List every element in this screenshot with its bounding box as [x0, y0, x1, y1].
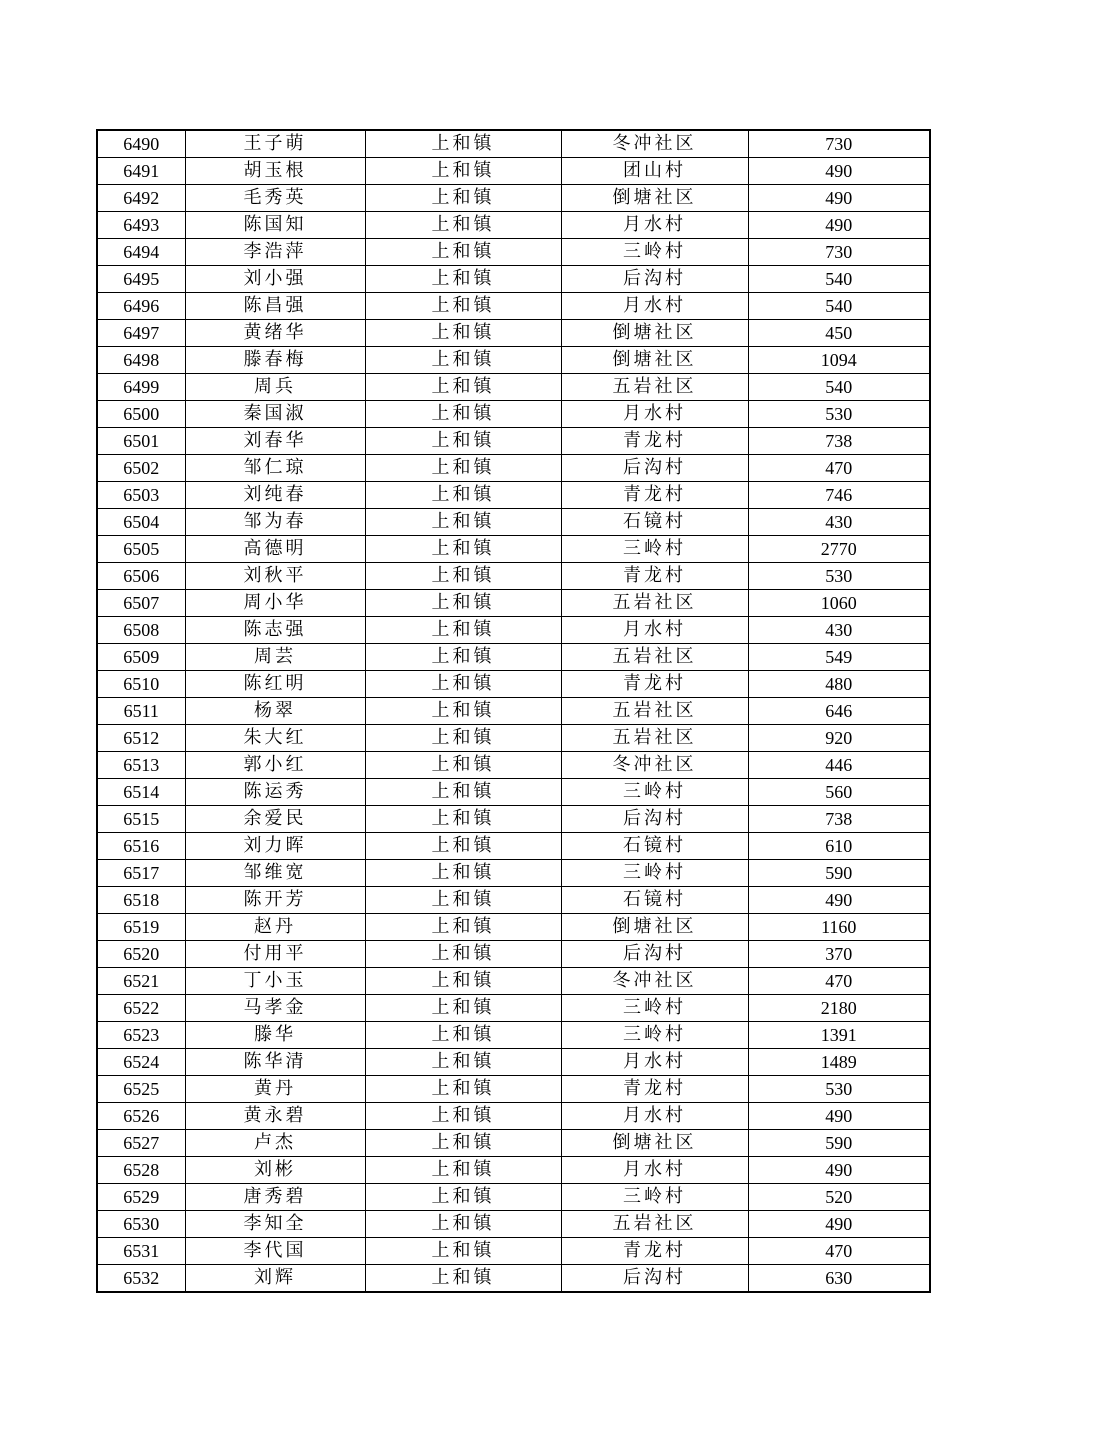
record-number-cell: 6523: [97, 1022, 185, 1049]
amount-cell: 1060: [748, 590, 930, 617]
table-row: [97, 671, 930, 698]
amount-cell: 490: [748, 212, 930, 239]
town-cell: 上和镇: [365, 860, 561, 887]
town-cell: 上和镇: [365, 1265, 561, 1293]
table-row: [97, 401, 930, 428]
town-cell: 上和镇: [365, 1076, 561, 1103]
name-cell: 赵丹: [185, 914, 365, 941]
town-cell: 上和镇: [365, 482, 561, 509]
village-cell: 月水村: [561, 401, 748, 428]
record-number-cell: 6510: [97, 671, 185, 698]
town-cell: 上和镇: [365, 914, 561, 941]
table-row: [97, 1184, 930, 1211]
village-cell: 冬冲社区: [561, 752, 748, 779]
name-cell: 周芸: [185, 644, 365, 671]
amount-cell: 2180: [748, 995, 930, 1022]
name-cell: 秦国淑: [185, 401, 365, 428]
village-cell: 五岩社区: [561, 590, 748, 617]
table-row: [97, 428, 930, 455]
town-cell: 上和镇: [365, 428, 561, 455]
village-cell: 月水村: [561, 617, 748, 644]
table-row: [97, 212, 930, 239]
amount-cell: 738: [748, 806, 930, 833]
record-number-cell: 6502: [97, 455, 185, 482]
town-cell: 上和镇: [365, 509, 561, 536]
table-row: [97, 536, 930, 563]
record-number-cell: 6520: [97, 941, 185, 968]
table-row: [97, 1157, 930, 1184]
amount-cell: 540: [748, 374, 930, 401]
record-number-cell: 6491: [97, 158, 185, 185]
village-cell: 月水村: [561, 293, 748, 320]
table-row: [97, 347, 930, 374]
record-number-cell: 6498: [97, 347, 185, 374]
table-row: [97, 1130, 930, 1157]
record-number-cell: 6528: [97, 1157, 185, 1184]
town-cell: 上和镇: [365, 671, 561, 698]
name-cell: 李知全: [185, 1211, 365, 1238]
village-cell: 倒塘社区: [561, 347, 748, 374]
table-row: [97, 752, 930, 779]
town-cell: 上和镇: [365, 779, 561, 806]
village-cell: 青龙村: [561, 482, 748, 509]
table-row: [97, 1211, 930, 1238]
table-row: [97, 1103, 930, 1130]
village-cell: 倒塘社区: [561, 914, 748, 941]
record-number-cell: 6522: [97, 995, 185, 1022]
record-number-cell: 6497: [97, 320, 185, 347]
record-number-cell: 6524: [97, 1049, 185, 1076]
town-cell: 上和镇: [365, 644, 561, 671]
town-cell: 上和镇: [365, 347, 561, 374]
town-cell: 上和镇: [365, 968, 561, 995]
village-cell: 三岭村: [561, 779, 748, 806]
amount-cell: 520: [748, 1184, 930, 1211]
village-cell: 冬冲社区: [561, 968, 748, 995]
village-cell: 三岭村: [561, 1022, 748, 1049]
town-cell: 上和镇: [365, 1157, 561, 1184]
town-cell: 上和镇: [365, 1049, 561, 1076]
village-cell: 后沟村: [561, 1265, 748, 1293]
village-cell: 石镜村: [561, 833, 748, 860]
table-row: [97, 698, 930, 725]
table-row: [97, 968, 930, 995]
record-number-cell: 6519: [97, 914, 185, 941]
record-number-cell: 6527: [97, 1130, 185, 1157]
record-number-cell: 6499: [97, 374, 185, 401]
record-number-cell: 6492: [97, 185, 185, 212]
name-cell: 陈昌强: [185, 293, 365, 320]
table-row: [97, 320, 930, 347]
town-cell: 上和镇: [365, 995, 561, 1022]
town-cell: 上和镇: [365, 887, 561, 914]
amount-cell: 490: [748, 185, 930, 212]
name-cell: 毛秀英: [185, 185, 365, 212]
table-row: [97, 1049, 930, 1076]
village-cell: 倒塘社区: [561, 185, 748, 212]
name-cell: 高德明: [185, 536, 365, 563]
town-cell: 上和镇: [365, 941, 561, 968]
table-row: [97, 130, 930, 158]
town-cell: 上和镇: [365, 833, 561, 860]
amount-cell: 430: [748, 509, 930, 536]
amount-cell: 490: [748, 1157, 930, 1184]
town-cell: 上和镇: [365, 1184, 561, 1211]
record-number-cell: 6514: [97, 779, 185, 806]
amount-cell: 549: [748, 644, 930, 671]
record-number-cell: 6512: [97, 725, 185, 752]
village-cell: 三岭村: [561, 860, 748, 887]
table-row: [97, 914, 930, 941]
town-cell: 上和镇: [365, 266, 561, 293]
name-cell: 王子萌: [185, 130, 365, 158]
record-number-cell: 6513: [97, 752, 185, 779]
record-number-cell: 6493: [97, 212, 185, 239]
amount-cell: 738: [748, 428, 930, 455]
town-cell: 上和镇: [365, 293, 561, 320]
amount-cell: 1094: [748, 347, 930, 374]
village-cell: 冬冲社区: [561, 130, 748, 158]
village-cell: 团山村: [561, 158, 748, 185]
village-cell: 青龙村: [561, 1076, 748, 1103]
table-row: [97, 482, 930, 509]
town-cell: 上和镇: [365, 374, 561, 401]
name-cell: 滕华: [185, 1022, 365, 1049]
name-cell: 陈国知: [185, 212, 365, 239]
record-number-cell: 6517: [97, 860, 185, 887]
table-row: [97, 644, 930, 671]
record-number-cell: 6530: [97, 1211, 185, 1238]
table-row: [97, 1238, 930, 1265]
village-cell: 三岭村: [561, 536, 748, 563]
name-cell: 刘彬: [185, 1157, 365, 1184]
name-cell: 李浩萍: [185, 239, 365, 266]
record-number-cell: 6508: [97, 617, 185, 644]
village-cell: 青龙村: [561, 428, 748, 455]
town-cell: 上和镇: [365, 590, 561, 617]
amount-cell: 470: [748, 968, 930, 995]
record-number-cell: 6507: [97, 590, 185, 617]
name-cell: 邹仁琼: [185, 455, 365, 482]
town-cell: 上和镇: [365, 752, 561, 779]
village-cell: 后沟村: [561, 806, 748, 833]
name-cell: 黄永碧: [185, 1103, 365, 1130]
table-row: [97, 725, 930, 752]
name-cell: 陈开芳: [185, 887, 365, 914]
town-cell: 上和镇: [365, 158, 561, 185]
record-number-cell: 6505: [97, 536, 185, 563]
table-row: [97, 590, 930, 617]
record-number-cell: 6531: [97, 1238, 185, 1265]
town-cell: 上和镇: [365, 536, 561, 563]
town-cell: 上和镇: [365, 320, 561, 347]
village-cell: 三岭村: [561, 239, 748, 266]
town-cell: 上和镇: [365, 1103, 561, 1130]
name-cell: 付用平: [185, 941, 365, 968]
name-cell: 邹为春: [185, 509, 365, 536]
village-cell: 后沟村: [561, 266, 748, 293]
name-cell: 刘秋平: [185, 563, 365, 590]
name-cell: 周兵: [185, 374, 365, 401]
record-number-cell: 6532: [97, 1265, 185, 1293]
table-row: [97, 617, 930, 644]
amount-cell: 610: [748, 833, 930, 860]
record-number-cell: 6496: [97, 293, 185, 320]
amount-cell: 490: [748, 1103, 930, 1130]
village-cell: 五岩社区: [561, 725, 748, 752]
table-row: [97, 158, 930, 185]
village-cell: 石镜村: [561, 509, 748, 536]
town-cell: 上和镇: [365, 212, 561, 239]
village-cell: 月水村: [561, 1157, 748, 1184]
record-number-cell: 6503: [97, 482, 185, 509]
town-cell: 上和镇: [365, 1130, 561, 1157]
table-row: [97, 563, 930, 590]
record-number-cell: 6500: [97, 401, 185, 428]
village-cell: 月水村: [561, 1103, 748, 1130]
table-body: [97, 130, 930, 1292]
town-cell: 上和镇: [365, 239, 561, 266]
record-number-cell: 6526: [97, 1103, 185, 1130]
record-number-cell: 6525: [97, 1076, 185, 1103]
amount-cell: 1391: [748, 1022, 930, 1049]
town-cell: 上和镇: [365, 806, 561, 833]
table-row: [97, 995, 930, 1022]
amount-cell: 446: [748, 752, 930, 779]
record-number-cell: 6490: [97, 130, 185, 158]
town-cell: 上和镇: [365, 1022, 561, 1049]
record-number-cell: 6521: [97, 968, 185, 995]
town-cell: 上和镇: [365, 725, 561, 752]
table-row: [97, 266, 930, 293]
amount-cell: 540: [748, 293, 930, 320]
name-cell: 刘小强: [185, 266, 365, 293]
village-cell: 三岭村: [561, 1184, 748, 1211]
village-cell: 石镜村: [561, 887, 748, 914]
town-cell: 上和镇: [365, 401, 561, 428]
name-cell: 唐秀碧: [185, 1184, 365, 1211]
name-cell: 李代国: [185, 1238, 365, 1265]
table-row: [97, 1076, 930, 1103]
amount-cell: 490: [748, 887, 930, 914]
town-cell: 上和镇: [365, 698, 561, 725]
village-cell: 五岩社区: [561, 1211, 748, 1238]
town-cell: 上和镇: [365, 1238, 561, 1265]
record-number-cell: 6515: [97, 806, 185, 833]
record-number-cell: 6516: [97, 833, 185, 860]
amount-cell: 2770: [748, 536, 930, 563]
village-cell: 青龙村: [561, 1238, 748, 1265]
village-cell: 三岭村: [561, 995, 748, 1022]
amount-cell: 450: [748, 320, 930, 347]
name-cell: 胡玉根: [185, 158, 365, 185]
table-row: [97, 1265, 930, 1293]
table-row: [97, 806, 930, 833]
village-cell: 月水村: [561, 212, 748, 239]
village-cell: 五岩社区: [561, 698, 748, 725]
town-cell: 上和镇: [365, 563, 561, 590]
town-cell: 上和镇: [365, 617, 561, 644]
record-number-cell: 6501: [97, 428, 185, 455]
amount-cell: 530: [748, 563, 930, 590]
record-number-cell: 6494: [97, 239, 185, 266]
name-cell: 黄绪华: [185, 320, 365, 347]
amount-cell: 560: [748, 779, 930, 806]
town-cell: 上和镇: [365, 1211, 561, 1238]
amount-cell: 646: [748, 698, 930, 725]
village-cell: 青龙村: [561, 671, 748, 698]
table-row: [97, 239, 930, 266]
name-cell: 陈运秀: [185, 779, 365, 806]
table-row: [97, 860, 930, 887]
table-row: [97, 1022, 930, 1049]
town-cell: 上和镇: [365, 455, 561, 482]
data-table: [96, 129, 931, 1293]
name-cell: 卢杰: [185, 1130, 365, 1157]
village-cell: 五岩社区: [561, 644, 748, 671]
amount-cell: 730: [748, 130, 930, 158]
amount-cell: 590: [748, 860, 930, 887]
amount-cell: 590: [748, 1130, 930, 1157]
amount-cell: 746: [748, 482, 930, 509]
name-cell: 陈红明: [185, 671, 365, 698]
amount-cell: 430: [748, 617, 930, 644]
village-cell: 倒塘社区: [561, 1130, 748, 1157]
name-cell: 滕春梅: [185, 347, 365, 374]
name-cell: 陈志强: [185, 617, 365, 644]
name-cell: 郭小红: [185, 752, 365, 779]
name-cell: 杨翠: [185, 698, 365, 725]
amount-cell: 1160: [748, 914, 930, 941]
name-cell: 刘力晖: [185, 833, 365, 860]
table-row: [97, 779, 930, 806]
record-number-cell: 6511: [97, 698, 185, 725]
name-cell: 黄丹: [185, 1076, 365, 1103]
village-cell: 倒塘社区: [561, 320, 748, 347]
name-cell: 朱大红: [185, 725, 365, 752]
amount-cell: 630: [748, 1265, 930, 1293]
amount-cell: 530: [748, 401, 930, 428]
name-cell: 刘辉: [185, 1265, 365, 1293]
amount-cell: 480: [748, 671, 930, 698]
table-row: [97, 293, 930, 320]
amount-cell: 470: [748, 455, 930, 482]
name-cell: 刘纯春: [185, 482, 365, 509]
table-row: [97, 455, 930, 482]
table-row: [97, 509, 930, 536]
amount-cell: 370: [748, 941, 930, 968]
record-number-cell: 6529: [97, 1184, 185, 1211]
name-cell: 周小华: [185, 590, 365, 617]
village-cell: 五岩社区: [561, 374, 748, 401]
amount-cell: 540: [748, 266, 930, 293]
amount-cell: 1489: [748, 1049, 930, 1076]
amount-cell: 490: [748, 1211, 930, 1238]
table-row: [97, 887, 930, 914]
record-number-cell: 6509: [97, 644, 185, 671]
table-row: [97, 374, 930, 401]
name-cell: 刘春华: [185, 428, 365, 455]
table-row: [97, 833, 930, 860]
record-number-cell: 6504: [97, 509, 185, 536]
record-number-cell: 6506: [97, 563, 185, 590]
name-cell: 邹维宽: [185, 860, 365, 887]
name-cell: 陈华清: [185, 1049, 365, 1076]
village-cell: 后沟村: [561, 455, 748, 482]
amount-cell: 920: [748, 725, 930, 752]
table-row: [97, 185, 930, 212]
town-cell: 上和镇: [365, 185, 561, 212]
name-cell: 丁小玉: [185, 968, 365, 995]
village-cell: 后沟村: [561, 941, 748, 968]
record-number-cell: 6518: [97, 887, 185, 914]
name-cell: 马孝金: [185, 995, 365, 1022]
town-cell: 上和镇: [365, 130, 561, 158]
amount-cell: 530: [748, 1076, 930, 1103]
record-number-cell: 6495: [97, 266, 185, 293]
village-cell: 月水村: [561, 1049, 748, 1076]
amount-cell: 490: [748, 158, 930, 185]
amount-cell: 730: [748, 239, 930, 266]
amount-cell: 470: [748, 1238, 930, 1265]
table-row: [97, 941, 930, 968]
village-cell: 青龙村: [561, 563, 748, 590]
name-cell: 余爱民: [185, 806, 365, 833]
